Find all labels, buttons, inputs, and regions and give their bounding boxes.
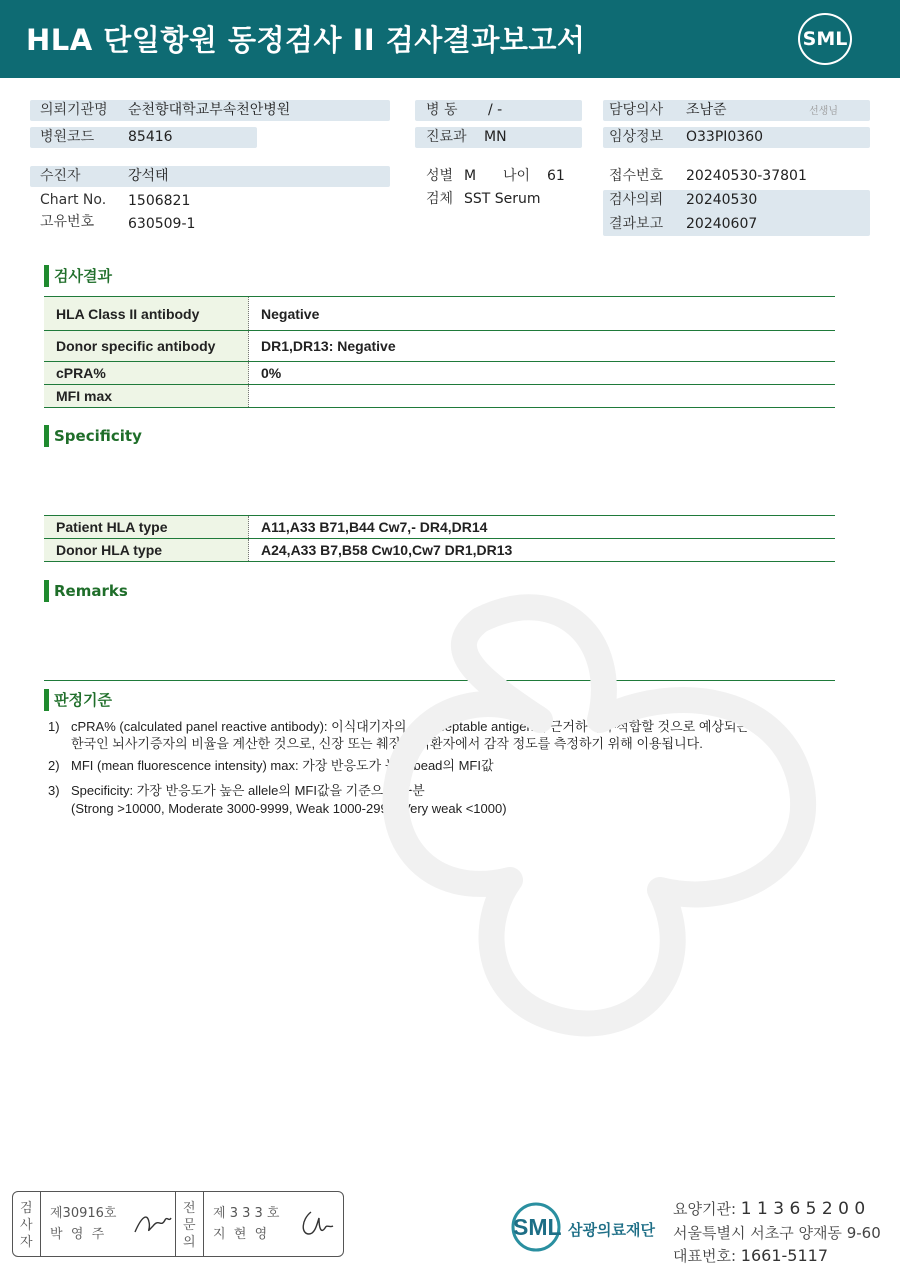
table-row	[44, 331, 835, 362]
examiner-signature	[131, 1208, 173, 1238]
hospital-code-value: 85416	[128, 129, 173, 145]
results-table	[44, 296, 835, 408]
receipt-label: 접수번호	[609, 168, 664, 184]
specialist-name: 지 현 영	[213, 1227, 268, 1242]
request-label: 검사의뢰	[609, 192, 664, 208]
unique-value: 630509-1	[128, 216, 196, 232]
table-row	[44, 516, 835, 539]
report-date-value: 20240607	[686, 216, 758, 232]
phone-label: 대표번호:	[673, 1247, 741, 1265]
specificity-heading: Specificity	[44, 425, 142, 447]
specialist-license: 제 3 3 3 호	[213, 1206, 280, 1221]
sex-label: 성별	[426, 168, 454, 184]
hla-type-table	[44, 515, 835, 562]
result-label: cPRA%	[44, 362, 249, 385]
table-row	[44, 362, 835, 385]
phone-value: 1661-5117	[740, 1246, 829, 1265]
hla-value: A11,A33 B71,B44 Cw7,- DR4,DR14	[249, 516, 836, 539]
age-value: 61	[547, 168, 565, 184]
criteria-line: MFI (mean fluorescence intensity) max: 가장 반응도가 높은 bead의 MFI값	[71, 758, 494, 773]
sml-logo	[798, 13, 852, 65]
dept-label: 진료과	[426, 129, 467, 145]
remarks-heading: Remarks	[44, 580, 128, 602]
footer-phone	[673, 1245, 828, 1266]
watermark-cross-icon	[360, 560, 880, 1060]
dept-value: MN	[484, 129, 507, 145]
signature-box	[12, 1191, 344, 1257]
report-title: HLA 단일항원 동정검사 II 검사결과보고서	[26, 23, 586, 57]
result-label: HLA Class II antibody	[44, 297, 249, 331]
criteria-heading: 판정기준	[44, 689, 112, 711]
footer-foundation: 삼광의료재단	[568, 1221, 655, 1239]
sex-value: M	[464, 168, 477, 184]
unique-label: 고유번호	[40, 214, 95, 230]
hla-label: Donor HLA type	[44, 539, 249, 562]
table-row	[44, 539, 835, 562]
receipt-value: 20240530-37801	[686, 168, 807, 184]
doctor-suffix: 선생님	[809, 106, 838, 117]
code-label: 요양기관:	[673, 1200, 741, 1218]
criteria-line: (Strong >10000, Moderate 3000-9999, Weak 1000-2999, Very weak <1000)	[71, 801, 507, 816]
hla-value: A24,A33 B7,B58 Cw10,Cw7 DR1,DR13	[249, 539, 836, 562]
criteria-line: cPRA% (calculated panel reactive antibody): 이식대기자의 unacceptable antigen에 근거하여 부적합할 것으로 예상되는	[71, 719, 750, 734]
ward-value: / -	[488, 102, 503, 118]
result-value: Negative	[249, 297, 836, 331]
specialist-label: 전 문 의	[183, 1201, 196, 1250]
examiner-license: 제30916호	[50, 1206, 117, 1221]
clinical-label: 임상정보	[609, 129, 664, 145]
sml-logo-text: SML	[802, 28, 848, 50]
specimen-label: 검체	[426, 191, 454, 207]
ward-label: 병 동	[426, 102, 458, 118]
chart-label: Chart No.	[40, 192, 107, 208]
report-date-label: 결과보고	[609, 216, 664, 232]
footer-sml-text: SML	[513, 1214, 562, 1240]
results-heading: 검사결과	[44, 265, 112, 287]
doctor-label: 담당의사	[609, 102, 664, 118]
criteria-line: 한국인 뇌사기증자의 비율을 계산한 것으로, 신장 또는 췌장 이식환자에서 감작 정도를 측정하기 위해 이용됩니다.	[71, 736, 703, 751]
divider	[203, 1192, 204, 1256]
hla-label: Patient HLA type	[44, 516, 249, 539]
result-value: 0%	[249, 362, 836, 385]
examiner-name: 박 영 주	[50, 1227, 105, 1242]
specimen-value: SST Serum	[464, 191, 541, 207]
specialist-signature	[295, 1206, 337, 1240]
divider	[175, 1192, 176, 1256]
institution-value: 순천향대학교부속천안병원	[128, 102, 291, 118]
result-value	[249, 385, 836, 408]
hospital-code-label: 병원코드	[40, 129, 95, 145]
result-label: Donor specific antibody	[44, 331, 249, 362]
institution-code	[673, 1198, 865, 1219]
criteria-line: Specificity: 가장 반응도가 높은 allele의 MFI값을 기준으로 구분	[71, 783, 425, 798]
patient-value: 강석태	[128, 168, 169, 184]
request-value: 20240530	[686, 192, 758, 208]
examiner-label: 검 사 자	[20, 1201, 33, 1250]
shade-bar	[30, 166, 390, 187]
report-header	[0, 0, 900, 78]
age-label: 나이	[503, 168, 531, 184]
table-row	[44, 385, 835, 408]
patient-label: 수진자	[40, 168, 81, 184]
code-value: 1 1 3 6 5 2 0 0	[740, 1199, 866, 1219]
result-label: MFI max	[44, 385, 249, 408]
table-row	[44, 297, 835, 331]
clinical-value: O33PI0360	[686, 129, 764, 145]
institution-label: 의뢰기관명	[40, 102, 108, 118]
divider	[40, 1192, 41, 1256]
criteria-num: 3)	[48, 783, 60, 798]
result-value: DR1,DR13: Negative	[249, 331, 836, 362]
criteria-num: 1)	[48, 719, 60, 734]
footer-address: 서울특별시 서초구 양재동 9-60	[673, 1224, 881, 1242]
chart-value: 1506821	[128, 193, 191, 209]
doctor-value: 조남준	[686, 102, 727, 118]
criteria-num: 2)	[48, 758, 60, 773]
